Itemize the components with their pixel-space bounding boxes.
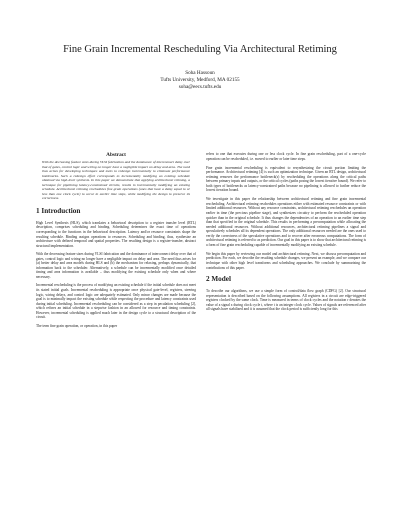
right-paragraph-4: We begin this paper by reviewing our model and architectural retiming. Next, we discuss precomputation and prediction. For each, we describe the resulting schedule changes, we present an example, and we compare our technique with other high level transforms and scheduling approaches. We conclude by summarizing the contributions of this paper. <box>206 251 366 270</box>
intro-paragraph-3: Incremental rescheduling is the process of modifying an existing schedule if the initial schedule does not meet its stated initial goals. Incremental rescheduling is appropriate once physical gate-level, registers, steering logic, wiring delays, and control logic are adequately estimated. Only minor changes are made because the goal is to minimally impact the existing schedule while respecting the procedure and latency constraints used during initial scheduling. Incremental rescheduling can be considered as a step in peculation scheduling [2], which refines an initial schedule in a stepwise fashion in an allowed for resource and timing constraints. However, incremental scheduling is applied much later in the design cycle to a structural description of the circuit. <box>36 283 196 320</box>
abstract-text: With the decreasing feature sizes during VLSI fabrication and the dominance of interconnect delay over that of gates, control logic and wiring no longer have a negligible impact on delay and area. The need thus arises for developing techniques and tools to redesign incrementally to eliminate performance bottlenecks. Such a redesign effort corresponds to incrementally modifying an existing schedule obtained via high-level synthesis. In this paper we demonstrate that applying architectural retiming, a technique for pipelining latency-constrained circuits, results in incrementally modifying an existing schedule. Architectural retiming reschedules fine grain operations (ones that have a delay equal to or less than one clock cycle) to occur in earlier time steps, while modifying the design to preserve its correctness. <box>42 160 190 201</box>
author-affiliation: Tufts University, Medford, MA 02155 <box>160 77 240 83</box>
author-block <box>0 70 400 91</box>
model-paragraph-1: To describe our algorithms, we use a simple form of control/data flow graph (CDFG) [2]. Our structural representation is described based on the following assumptions. All registers in a circuit are edge-triggered registers clocked by the same clock. Time is measured in terms of clock cycles and the notation r denotes the value of a signal x during clock cycle t, where t is an integer clock cycle. Values of signals are referenced after all signals have stabilized and it is assumed that the clock period is sufficiently long for this <box>206 289 366 312</box>
abstract-heading: Abstract <box>106 152 126 158</box>
introduction-heading: 1 Introduction <box>36 206 81 215</box>
right-paragraph-2: Fine grain incremental rescheduling is equivalent to resynthesizing the circuit portion limiting the performance. Architectural retiming [4] is such an optimization technique. Given an RTL design, architectural retiming removes the performance bottleneck(s) by rescheduling the operations along the critical paths between primary inputs and outputs, or the critical cycles (paths posing the lowest iterative bound). We refer to both types of bottlenecks as latency-constrained paths because no pipelining is allowed to further reduce the lowest iteration bound. <box>206 165 366 193</box>
intro-paragraph-1: High Level Synthesis (HLS), which translates a behavioral description to a register transfer level (RTL) description, comprises scheduling and binding. Scheduling determines the exact time of operations corresponding to the functions in the behavioral description. Latency and/or resource constraints shape the resulting schedule. Binding assigns operations to resources. Scheduling and binding, thus, synthesize an architecture with defined temporal and spatial properties. The resulting design is a register-transfer, abstract structural implementation. <box>36 220 196 248</box>
model-heading: 2 Model <box>206 275 231 284</box>
intro-paragraph-4: The term fine grain operation, or operation, in this paper <box>36 323 118 328</box>
paper-title: Fine Grain Incremental Rescheduling Via Architectural Retiming <box>63 44 337 55</box>
author-name: Soha Hassoun <box>185 70 215 76</box>
author-email: soha@eecs.tufts.edu <box>178 84 222 90</box>
intro-paragraph-2: With the decreasing feature sizes during VLSI fabrication and the dominance of interconnect delay over that of gates, control logic and wiring no longer have a negligible impact on delay and area. The need thus arises for (a) better delay and area models during HLS and (b) the mechanism for relaxing, perhaps dynamically, that information back to the scheduler. Alternatively, a schedule can be incrementally modified once detailed timing and area information is available – thus modifying the existing schedule only when and where necessary. <box>36 252 196 279</box>
right-paragraph-3: We investigate in this paper the relationship between architectural retiming and fine grain incremental rescheduling. Architectural retiming reschedules operations either with estimated resource constraints or with limited additional resources. Without any resource constraints, architectural retiming reschedules an operation earlier in time (the precious pipeline stage), and synthesizes circuitry to perform the rescheduled operation quicker than in the original schedule. It thus changes the dependencies of an operation to an earlier time step than that specified in the original schedule. This results in performing a precomputation while allocating the needed additional resources. Without additional resources, architectural retiming pipelines a signal and speculatively schedules all its dependent operations. The only additional resources needed are the ones used to verify the correctness of the speculative operations and to recover after erroneous computations. The form of architectural retiming is referred to as prediction. Our goal in this paper is to show that architectural retiming is a form of fine grain rescheduling capable of incrementally modifying an existing schedule. <box>206 197 366 247</box>
left-column <box>36 152 196 332</box>
right-column <box>206 152 366 316</box>
right-paragraph-1: refers to one that executes during one or less clock cycle. In fine grain rescheduling, part of a one-cycle operation can be rescheduled, i.e. moved to earlier or later time steps. <box>206 152 366 161</box>
